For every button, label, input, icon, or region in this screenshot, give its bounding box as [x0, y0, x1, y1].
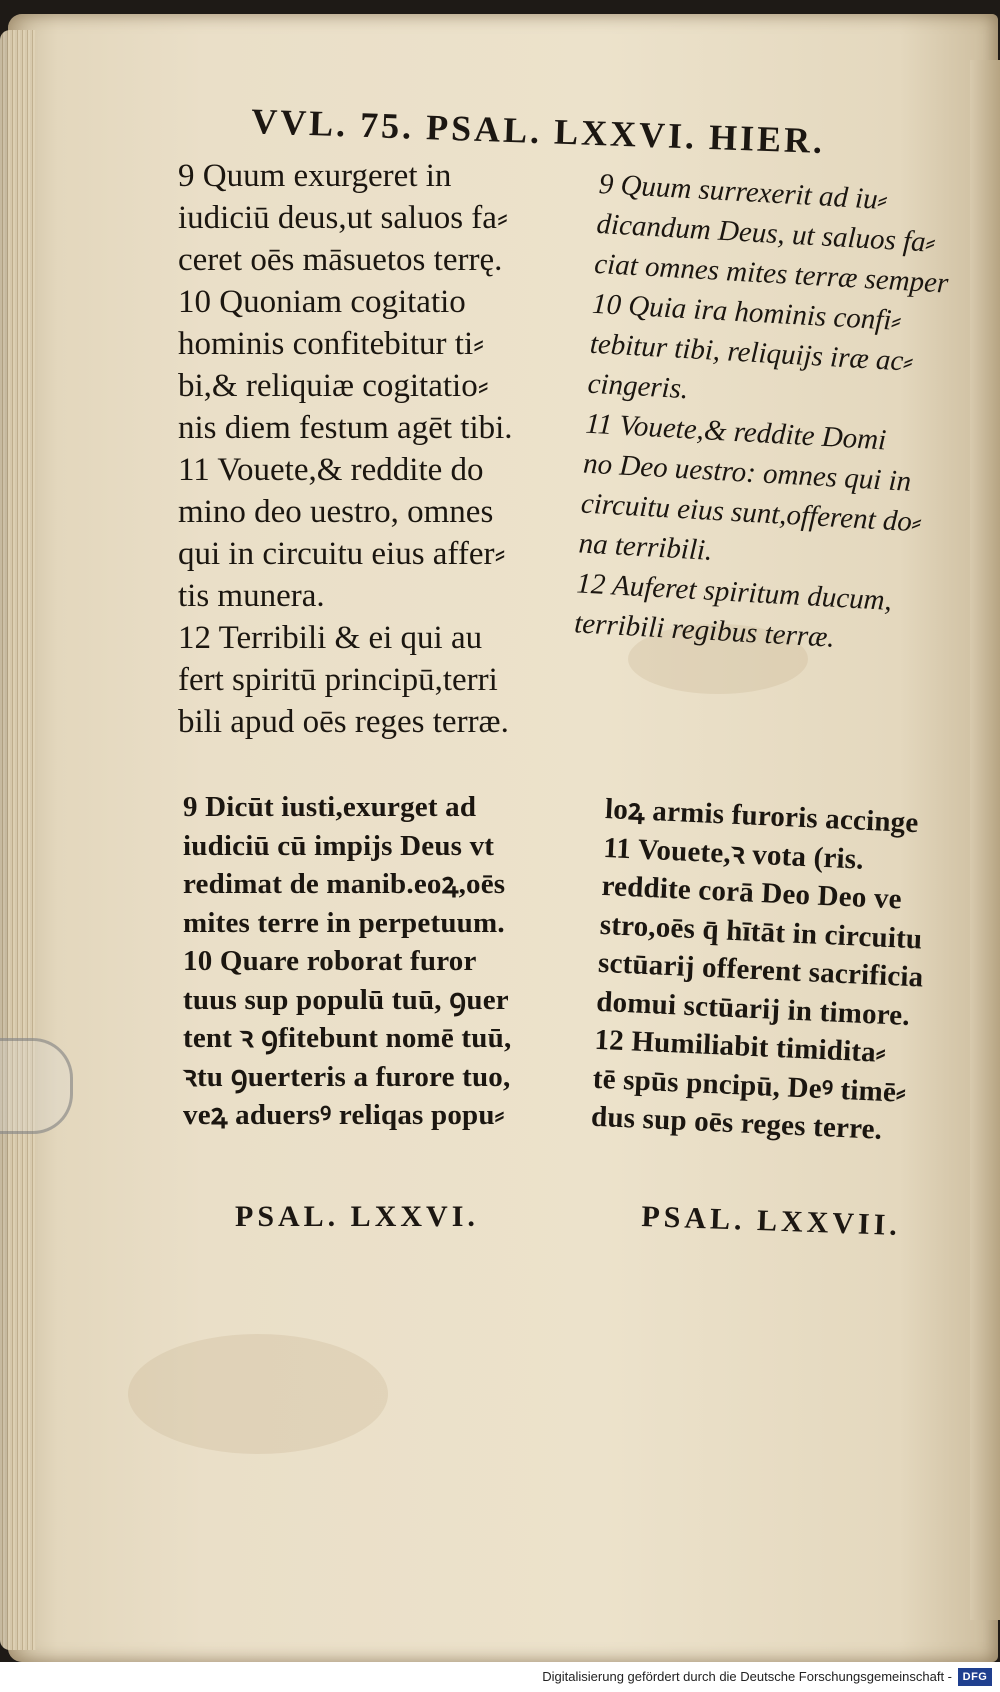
- text-line: mino deo uestro, omnes: [178, 494, 494, 530]
- text-line: 11 Vouete,& reddite Domi: [584, 407, 888, 457]
- text-line: sctūarij offerent sacrificia: [597, 946, 925, 994]
- text-line: 11 Vouete,ꝛ vota (ris.: [602, 831, 865, 876]
- text-line: nis diem festum agēt tibi.: [178, 410, 513, 446]
- text-line: ꝛtu ꝯuerteris a furore tuo,: [183, 1060, 511, 1093]
- text-line: bi,& reliquiæ cogitatio⸗: [178, 368, 489, 404]
- text-line: terribili regibus terræ.: [573, 607, 836, 654]
- psalm-heading-right: PSAL. LXXVII.: [640, 1200, 902, 1243]
- text-line: tē spūs pncipū, Deꝰ timē⸗: [592, 1062, 907, 1109]
- text-line: tuus sup populū tuū, ꝯuer: [183, 983, 509, 1016]
- text-line: no Deo uestro: omnes qui in: [582, 447, 913, 498]
- text-line: redimat de manib.eoꝝ,oēs: [183, 868, 506, 900]
- text-line: 9 Quum surrexerit ad iu⸗: [597, 167, 889, 217]
- text-line: reddite corā Deo Deo ve: [600, 869, 903, 916]
- upper-left-column: [178, 155, 578, 743]
- text-line: cingeris.: [586, 367, 690, 406]
- text-line: stro,oēs q̄ hītāt in circuitu: [599, 908, 924, 955]
- text-line: 10 Quia ira hominis confi⸗: [591, 287, 902, 338]
- text-line: ciat omnes mites terræ semper: [593, 247, 950, 300]
- psalm-heading-left: PSAL. LXXVI.: [235, 1200, 479, 1233]
- text-line: na terribili.: [577, 527, 714, 567]
- text-line: fert spiritū principū,terri: [178, 662, 498, 698]
- text-line: loꝝ armis furoris accinge: [604, 792, 920, 840]
- text-line: 12 Humiliabit timidita⸗: [593, 1023, 887, 1069]
- funding-credit: Digitalisierung gefördert durch die Deutsche Forschungsgemeinschaft -: [542, 1669, 952, 1684]
- text-line: 10 Quare roborat furor: [183, 945, 477, 977]
- page-stack-edge: [0, 30, 36, 1650]
- text-line: 9 Dicūt iusti,exurget ad: [183, 791, 477, 823]
- upper-right-column: [573, 164, 989, 665]
- text-line: hominis confitebitur ti⸗: [178, 326, 485, 362]
- text-line: 11 Vouete,& reddite do: [178, 452, 484, 488]
- text-line: tis munera.: [178, 578, 325, 614]
- text-line: qui in circuitu eius affer⸗: [178, 536, 506, 572]
- text-line: dicandum Deus, ut saluos fa⸗: [595, 207, 937, 259]
- text-line: 10 Quoniam cogitatio: [178, 284, 466, 320]
- text-line: veꝝ aduersꝰ reliqas popu⸗: [183, 1099, 505, 1131]
- text-line: circuitu eius sunt,offerent do⸗: [580, 487, 923, 539]
- text-line: iudiciū deus,ut saluos fa⸗: [178, 200, 508, 236]
- lower-right-column: [590, 790, 995, 1154]
- text-line: iudiciū cū impijs Deus vt: [183, 829, 495, 862]
- text-line: dus sup oēs reges terre.: [590, 1100, 883, 1146]
- dfg-logo-icon: DFG: [958, 1668, 992, 1686]
- text-line: tebitur tibi, reliquijs iræ ac⸗: [589, 327, 914, 378]
- running-head: VVL. 75. PSAL. LXXVI. HIER.: [250, 100, 826, 162]
- text-line: mites terre in perpetuum.: [183, 906, 505, 939]
- paper-stain: [128, 1334, 388, 1454]
- text-line: 12 Auferet spiritum ducum,: [575, 567, 893, 617]
- text-line: domui sctūarij in timore.: [595, 985, 911, 1032]
- text-line: bili apud oēs reges terræ.: [178, 704, 509, 740]
- text-line: ceret oēs māsuetos terrę.: [178, 242, 503, 278]
- text-line: 9 Quum exurgeret in: [178, 158, 452, 194]
- text-line: 12 Terribili & ei qui au: [178, 620, 483, 656]
- book-clip: [0, 1038, 73, 1134]
- text-line: tent ꝛ ꝯfitebunt nomē tuū,: [183, 1022, 512, 1054]
- lower-left-column: [183, 788, 583, 1135]
